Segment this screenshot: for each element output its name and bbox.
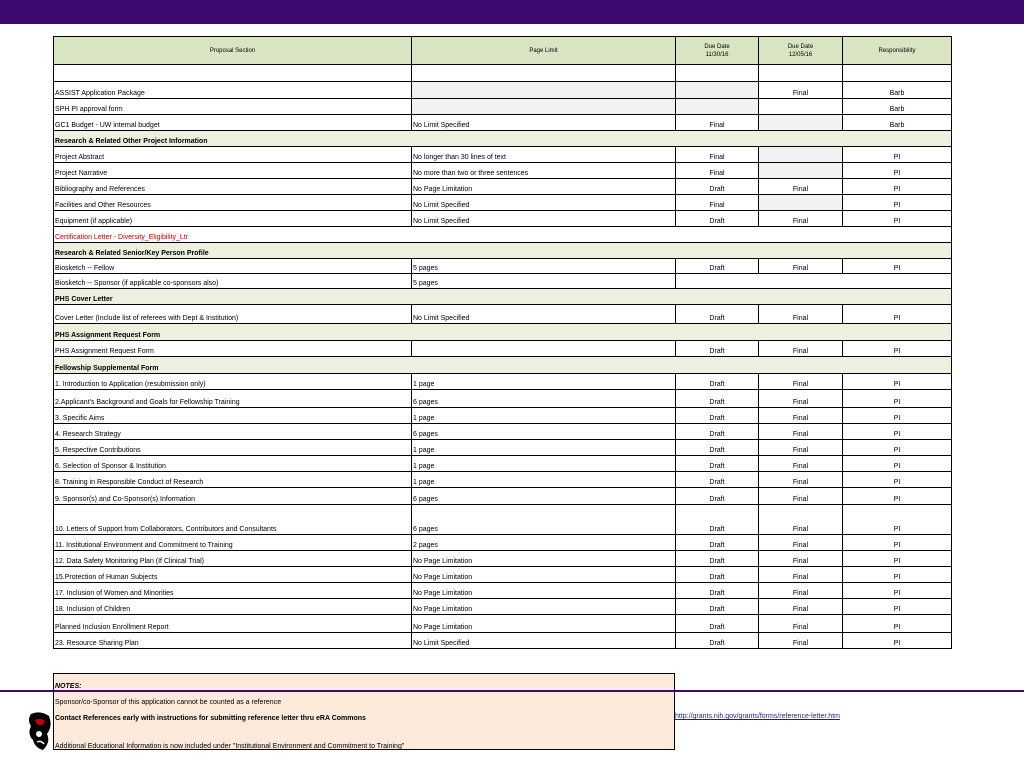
due-date-2-cell: Final xyxy=(759,408,843,424)
table-section-header-row xyxy=(54,243,952,259)
page-limit-cell xyxy=(412,99,676,115)
empty-cell xyxy=(412,65,676,82)
header-due-date-2 xyxy=(759,37,843,65)
page-limit-cell: No Page Limitation xyxy=(412,599,676,615)
section-title: Research & Related Other Project Information xyxy=(54,131,952,147)
due-date-1-cell: Draft xyxy=(676,505,759,535)
seal-logo-icon xyxy=(27,712,53,752)
due-date-1-cell: Draft xyxy=(676,472,759,488)
page-limit-cell xyxy=(412,341,676,357)
table-row xyxy=(54,535,952,551)
empty-cell xyxy=(676,65,759,82)
due-date-2-cell: Final xyxy=(759,259,843,274)
due-date-1-cell: Draft xyxy=(676,424,759,440)
page-limit-cell: No more than two or three sentences xyxy=(412,163,676,179)
due-date-2-cell: Final xyxy=(759,535,843,551)
notes-line-2: Contact References early with instructions for submitting reference letter thru eRA Commons xyxy=(55,715,366,722)
proposal-section-cell: ASSIST Application Package xyxy=(54,82,412,99)
proposal-section-cell: 6. Selection of Sponsor & Institution xyxy=(54,456,412,472)
due-date-1-cell: Draft xyxy=(676,633,759,649)
page-limit-cell: 5 pages xyxy=(412,274,676,289)
reference-letter-link[interactable]: http://grants.nih.gov/grants/forms/reference-letter.htm xyxy=(675,713,840,720)
responsibility-cell: Barb xyxy=(843,82,952,99)
due-date-1-cell: Final xyxy=(676,147,759,163)
table-row-note xyxy=(54,227,952,243)
due-date-2-cell: Final xyxy=(759,551,843,567)
due-date-1-cell xyxy=(676,82,759,99)
due-date-2-cell: Final xyxy=(759,488,843,505)
due-date-2-cell xyxy=(759,147,843,163)
due-date-1-cell xyxy=(676,99,759,115)
due-date-1-cell: Final xyxy=(676,195,759,211)
responsibility-cell: PI xyxy=(843,633,952,649)
notes-title: NOTES: xyxy=(55,683,82,690)
due-date-2-cell xyxy=(759,195,843,211)
page-limit-cell: 1 page xyxy=(412,374,676,390)
responsibility-cell: PI xyxy=(843,259,952,274)
page-limit-cell: 6 pages xyxy=(412,424,676,440)
proposal-section-cell: PHS Assignment Request Form xyxy=(54,341,412,357)
proposal-section-cell: 11. Institutional Environment and Commitment to Training xyxy=(54,535,412,551)
responsibility-cell: PI xyxy=(843,305,952,324)
due-date-1-cell: Draft xyxy=(676,567,759,583)
due-date-2-cell: Final xyxy=(759,179,843,195)
page-limit-cell: 5 pages xyxy=(412,259,676,274)
responsibility-cell: PI xyxy=(843,472,952,488)
proposal-section-cell: Planned Inclusion Enrollment Report xyxy=(54,615,412,633)
responsibility-cell: PI xyxy=(843,424,952,440)
due-date-1-cell: Draft xyxy=(676,583,759,599)
table-row xyxy=(54,424,952,440)
due-date-1-cell: Draft xyxy=(676,390,759,408)
proposal-section-cell: 10. Letters of Support from Collaborators, Contributors and Consultants xyxy=(54,505,412,535)
table-row xyxy=(54,567,952,583)
due-date-1-cell: Draft xyxy=(676,341,759,357)
table-row xyxy=(54,583,952,599)
page-limit-cell: 1 page xyxy=(412,456,676,472)
due-date-1-cell: Draft xyxy=(676,535,759,551)
table-body xyxy=(54,65,952,649)
page-limit-cell: No Limit Specified xyxy=(412,211,676,227)
page-limit-cell: No longer than 30 lines of text xyxy=(412,147,676,163)
responsibility-cell: PI xyxy=(843,551,952,567)
due-date-1-cell: Final xyxy=(676,163,759,179)
table-row xyxy=(54,551,952,567)
responsibility-cell: PI xyxy=(843,147,952,163)
due-date-1-cell: Final xyxy=(676,115,759,131)
proposal-section-cell: Equipment (if applicable) xyxy=(54,211,412,227)
table-row xyxy=(54,440,952,456)
proposal-section-cell: Cover Letter (Include list of referees with Dept & Institution) xyxy=(54,305,412,324)
table-section-header-row xyxy=(54,289,952,305)
page-limit-cell: 6 pages xyxy=(412,505,676,535)
due-date-1-value: 11/30/16 xyxy=(705,51,729,58)
notes-box xyxy=(53,673,675,750)
table-section-header-row xyxy=(54,357,952,374)
table-section-header-row xyxy=(54,131,952,147)
page-limit-cell: No Page Limitation xyxy=(412,567,676,583)
table-row xyxy=(54,408,952,424)
table-row xyxy=(54,615,952,633)
divider-line xyxy=(0,690,1024,692)
due-date-2-cell xyxy=(759,99,843,115)
proposal-section-cell: 15.Protection of Human Subjects xyxy=(54,567,412,583)
table-row xyxy=(54,195,952,211)
proposal-section-cell: 4. Research Strategy xyxy=(54,424,412,440)
due-date-2-cell: Final xyxy=(759,424,843,440)
page-limit-cell: No Limit Specified xyxy=(412,305,676,324)
proposal-section-cell: 8. Training in Responsible Conduct of Research xyxy=(54,472,412,488)
due-date-2-cell xyxy=(759,163,843,179)
page-limit-cell: 1 page xyxy=(412,408,676,424)
responsibility-cell: PI xyxy=(843,440,952,456)
proposal-section-cell: GC1 Budget - UW internal budget xyxy=(54,115,412,131)
due-date-1-cell: Draft xyxy=(676,599,759,615)
proposal-section-cell: 23. Resource Sharing Plan xyxy=(54,633,412,649)
due-date-2-cell: Final xyxy=(759,440,843,456)
table-row-blank xyxy=(54,65,952,82)
due-date-2-cell xyxy=(759,115,843,131)
proposal-section-cell: 9. Sponsor(s) and Co-Sponsor(s) Information xyxy=(54,488,412,505)
proposal-section-cell: 12. Data Safety Monitoring Plan (If Clinical Trial) xyxy=(54,551,412,567)
responsibility-cell: PI xyxy=(843,535,952,551)
section-title: PHS Assignment Request Form xyxy=(54,324,952,341)
due-date-2-cell: Final xyxy=(759,456,843,472)
proposal-section-cell: Project Narrative xyxy=(54,163,412,179)
due-date-2-cell: Final xyxy=(759,305,843,324)
responsibility-cell: PI xyxy=(843,390,952,408)
proposal-section-cell: Biosketch -- Sponsor (if applicable co-sponsors also) xyxy=(54,274,412,289)
due-date-1-cell: Draft xyxy=(676,551,759,567)
table-row xyxy=(54,305,952,324)
page-limit-cell: No Limit Specified xyxy=(412,195,676,211)
proposal-checklist-table xyxy=(53,36,952,649)
page-limit-cell: No Limit Specified xyxy=(412,115,676,131)
due-date-2-cell: Final xyxy=(759,472,843,488)
due-date-1-cell: Draft xyxy=(676,615,759,633)
page-limit-cell: 2 pages xyxy=(412,535,676,551)
table-row xyxy=(54,259,952,274)
responsibility-cell: PI xyxy=(843,615,952,633)
page-limit-cell: 1 page xyxy=(412,472,676,488)
header-proposal-section: Proposal Section xyxy=(54,37,412,65)
proposal-section-cell: SPH PI approval form xyxy=(54,99,412,115)
table-row xyxy=(54,211,952,227)
due-date-2-cell: Final xyxy=(759,82,843,99)
table-row xyxy=(54,99,952,115)
due-date-2-cell: Final xyxy=(759,211,843,227)
proposal-section-cell: Facilities and Other Resources xyxy=(54,195,412,211)
page-limit-cell: No Page Limitation xyxy=(412,583,676,599)
due-date-2-cell: Final xyxy=(759,567,843,583)
due-date-2-cell: Final xyxy=(759,615,843,633)
due-date-2-cell: Final xyxy=(759,390,843,408)
due-date-2-cell: Final xyxy=(759,341,843,357)
due-date-1-cell: Draft xyxy=(676,408,759,424)
proposal-section-cell: 5. Respective Contributions xyxy=(54,440,412,456)
due-date-1-cell: Draft xyxy=(676,179,759,195)
page-limit-cell: 6 pages xyxy=(412,390,676,408)
responsibility-cell: PI xyxy=(843,163,952,179)
table-row xyxy=(54,163,952,179)
due-date-1-cell: Draft xyxy=(676,440,759,456)
header-page-limit: Page Limit xyxy=(412,37,676,65)
responsibility-cell: PI xyxy=(843,195,952,211)
proposal-section-cell: 18. Inclusion of Children xyxy=(54,599,412,615)
table-row xyxy=(54,147,952,163)
top-banner xyxy=(0,0,1024,24)
table-row xyxy=(54,633,952,649)
section-title: Research & Related Senior/Key Person Profile xyxy=(54,243,952,259)
proposal-section-cell: Bibliography and References xyxy=(54,179,412,195)
responsibility-cell: Barb xyxy=(843,99,952,115)
table-section-header-row xyxy=(54,324,952,341)
empty-cell xyxy=(676,274,952,289)
responsibility-cell: PI xyxy=(843,583,952,599)
responsibility-cell: PI xyxy=(843,567,952,583)
due-date-2-cell: Final xyxy=(759,599,843,615)
empty-cell xyxy=(843,65,952,82)
table-row xyxy=(54,456,952,472)
empty-cell xyxy=(759,65,843,82)
responsibility-cell: PI xyxy=(843,505,952,535)
section-title: Fellowship Supplemental Form xyxy=(54,357,952,374)
page-limit-cell: No Limit Specified xyxy=(412,633,676,649)
header-due-date-1 xyxy=(676,37,759,65)
notes-line-3: Additional Educational Information is now included under "Institutional Environment and Commitment to Training" xyxy=(55,743,405,750)
due-date-1-cell: Draft xyxy=(676,488,759,505)
responsibility-cell: PI xyxy=(843,456,952,472)
page-limit-cell: 1 page xyxy=(412,440,676,456)
section-title: PHS Cover Letter xyxy=(54,289,952,305)
due-date-2-label: Due Date xyxy=(787,43,814,50)
certification-letter-note: Certification Letter - Diversity_Eligibility_Ltr xyxy=(54,227,952,243)
table-row xyxy=(54,341,952,357)
due-date-1-cell: Draft xyxy=(676,374,759,390)
due-date-2-cell: Final xyxy=(759,505,843,535)
page-limit-cell xyxy=(412,82,676,99)
page-limit-cell: No Page Limitation xyxy=(412,179,676,195)
page-limit-cell: 6 pages xyxy=(412,488,676,505)
due-date-2-cell: Final xyxy=(759,633,843,649)
table-row xyxy=(54,472,952,488)
proposal-section-cell: Biosketch -- Fellow xyxy=(54,259,412,274)
table-row xyxy=(54,179,952,195)
due-date-2-value: 12/05/16 xyxy=(788,51,813,58)
empty-cell xyxy=(54,65,412,82)
table-row xyxy=(54,488,952,505)
responsibility-cell: PI xyxy=(843,179,952,195)
proposal-section-cell: 3. Specific Aims xyxy=(54,408,412,424)
due-date-1-cell: Draft xyxy=(676,305,759,324)
notes-line-1: Sponsor/co-Sponsor of this application cannot be counted as a reference xyxy=(55,699,282,706)
responsibility-cell: Barb xyxy=(843,115,952,131)
responsibility-cell: PI xyxy=(843,599,952,615)
responsibility-cell: PI xyxy=(843,211,952,227)
responsibility-cell: PI xyxy=(843,488,952,505)
table-row xyxy=(54,505,952,535)
header-responsibility: Responsibility xyxy=(843,37,952,65)
due-date-1-cell: Draft xyxy=(676,211,759,227)
due-date-1-cell: Draft xyxy=(676,259,759,274)
table-row xyxy=(54,390,952,408)
due-date-1-cell: Draft xyxy=(676,456,759,472)
proposal-section-cell: 2.Applicant's Background and Goals for Fellowship Training xyxy=(54,390,412,408)
table-header-row xyxy=(54,37,952,65)
due-date-1-label: Due Date xyxy=(704,43,730,50)
proposal-section-cell: 17. Inclusion of Women and Minorities xyxy=(54,583,412,599)
page-limit-cell: No Page Limitation xyxy=(412,615,676,633)
table-row xyxy=(54,115,952,131)
table-row xyxy=(54,274,952,289)
table-row xyxy=(54,599,952,615)
proposal-section-cell: Project Abstract xyxy=(54,147,412,163)
responsibility-cell: PI xyxy=(843,408,952,424)
responsibility-cell: PI xyxy=(843,341,952,357)
due-date-2-cell: Final xyxy=(759,583,843,599)
table-row xyxy=(54,374,952,390)
responsibility-cell: PI xyxy=(843,374,952,390)
proposal-section-cell: 1. Introduction to Application (resubmission only) xyxy=(54,374,412,390)
due-date-2-cell: Final xyxy=(759,374,843,390)
table-row xyxy=(54,82,952,99)
page-limit-cell: No Page Limitation xyxy=(412,551,676,567)
